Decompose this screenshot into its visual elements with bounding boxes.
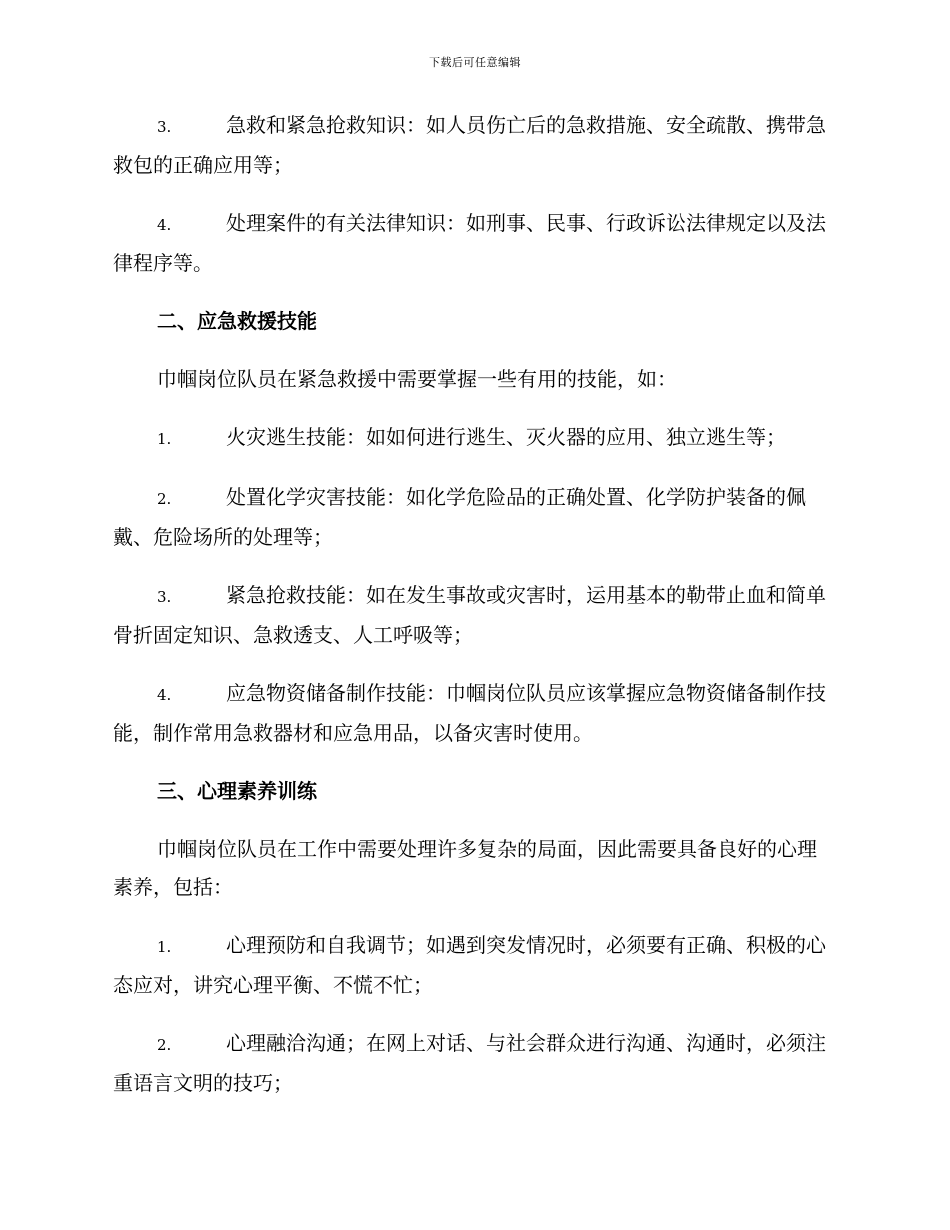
section-heading-psychological-training: 三、心理素养训练 xyxy=(157,779,317,803)
document-body xyxy=(113,106,835,1122)
list-item-number: 3. xyxy=(157,118,172,136)
list-item-number: 1. xyxy=(157,430,172,448)
list-item-text: 急救和紧急抢救知识：如人员伤亡后的急救措施、安全疏散、携带急救包的正确应用等； xyxy=(113,113,826,177)
list-item-text: 火灾逃生技能：如如何进行逃生、灭火器的应用、独立逃生等； xyxy=(226,425,786,449)
section-heading-emergency-skills: 二、应急救援技能 xyxy=(157,309,317,333)
list-item xyxy=(113,106,835,184)
list-item-text: 心理融洽沟通；在网上对话、与社会群众进行沟通、沟通时，必须注重语言文明的技巧； xyxy=(113,1031,826,1095)
list-item xyxy=(113,418,835,458)
section-intro-paragraph: 巾帼岗位队员在紧急救援中需要掌握一些有用的技能，如： xyxy=(157,367,677,391)
list-item-text: 紧急抢救技能：如在发生事故或灾害时，运用基本的勒带止血和简单骨折固定知识、急救透支、人工呼吸等； xyxy=(113,583,826,647)
list-item-text: 处置化学灾害技能：如化学危险品的正确处置、化学防护装备的佩戴、危险场所的处理等； xyxy=(113,485,806,549)
list-item-number: 1. xyxy=(157,938,172,956)
page-header: 下载后可任意编辑 xyxy=(429,56,521,69)
list-item-number: 2. xyxy=(157,490,172,508)
list-item-text: 处理案件的有关法律知识：如刑事、民事、行政诉讼法律规定以及法律程序等。 xyxy=(113,211,826,275)
section-intro-paragraph: 巾帼岗位队员在工作中需要处理许多复杂的局面，因此需要具备良好的心理素养，包括： xyxy=(113,837,817,899)
list-item xyxy=(113,478,835,556)
list-item-text: 应急物资储备制作技能：巾帼岗位队员应该掌握应急物资储备制作技能，制作常用急救器材和应急用品，以备灾害时使用。 xyxy=(113,681,826,745)
list-item-number: 2. xyxy=(157,1036,172,1054)
list-item xyxy=(113,204,835,282)
list-item-text: 心理预防和自我调节；如遇到突发情况时，必须要有正确、积极的心态应对，讲究心理平衡、不慌不忙； xyxy=(113,933,826,997)
list-item xyxy=(113,674,835,752)
list-item-number: 4. xyxy=(157,216,172,234)
list-item-number: 3. xyxy=(157,588,172,606)
list-item xyxy=(113,576,835,654)
list-item xyxy=(113,926,835,1004)
list-item-number: 4. xyxy=(157,686,172,704)
list-item xyxy=(113,1024,835,1102)
